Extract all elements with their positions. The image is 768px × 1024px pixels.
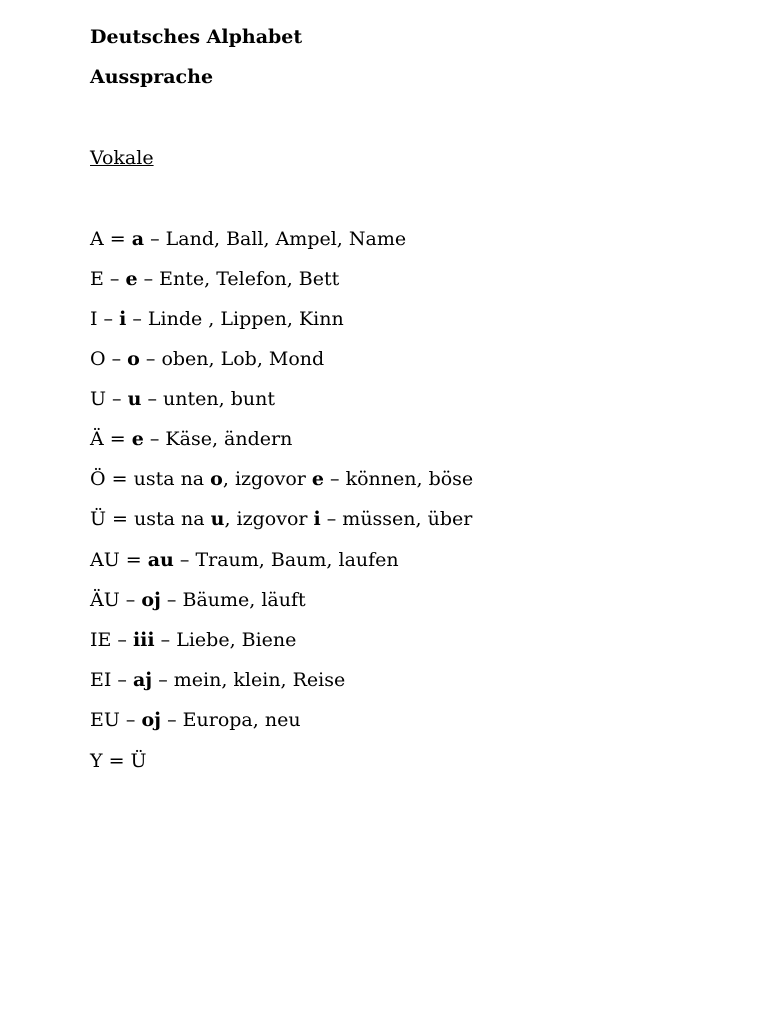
vowel-letter: A	[90, 228, 104, 250]
vowel-sound: a	[131, 228, 145, 250]
separator: –	[141, 388, 164, 410]
separator: =	[103, 428, 132, 450]
separator: –	[97, 308, 120, 330]
separator: –	[154, 629, 177, 651]
separator: –	[139, 348, 162, 370]
vowel-letter: Ä	[90, 428, 104, 450]
vowel-line-o	[90, 347, 324, 371]
umlaut-prefix: Ö = usta na	[90, 468, 211, 490]
mouth-shape: u	[210, 508, 225, 530]
vowel-sound: i	[119, 308, 127, 330]
separator: –	[173, 549, 196, 571]
vowel-line-a-umlaut	[90, 427, 292, 451]
vowel-examples: Europa, neu	[182, 709, 301, 731]
separator: –	[105, 348, 128, 370]
vowel-examples: Liebe, Biene	[176, 629, 297, 651]
vowel-letter: U	[90, 388, 107, 410]
document-title: Deutsches Alphabet	[90, 26, 303, 48]
separator: –	[143, 428, 166, 450]
document-subtitle: Aussprache	[90, 66, 214, 88]
separator: –	[106, 388, 128, 410]
vowel-letter: ÄU	[90, 589, 120, 611]
separator: =	[119, 549, 148, 571]
vowel-sound: e	[131, 428, 144, 450]
vowel-sound: oj	[141, 589, 161, 611]
separator: –	[119, 709, 142, 731]
vowel-sound: aj	[132, 669, 153, 691]
umlaut-mid: , izgovor	[224, 508, 314, 530]
vowel-line-u	[90, 387, 275, 411]
umlaut-suffix: – können, böse	[324, 468, 474, 490]
vowel-line-y: Y = Ü	[90, 750, 147, 772]
umlaut-mid: , izgovor	[222, 468, 312, 490]
vowel-sound: e	[311, 468, 325, 490]
vowel-letter: O	[90, 348, 106, 370]
separator: –	[126, 308, 148, 330]
vowel-sound: iii	[132, 629, 155, 651]
vowel-letter: AU	[90, 549, 120, 571]
vowel-sound: oj	[141, 709, 162, 731]
umlaut-prefix: Ü = usta na	[90, 508, 211, 530]
separator: –	[161, 709, 183, 731]
vowel-sound: u	[127, 388, 142, 410]
vowel-sound: e	[125, 268, 138, 290]
separator: –	[160, 589, 183, 611]
vowel-line-ei	[90, 668, 345, 692]
vowel-line-ie	[90, 628, 296, 652]
vowel-letter: EI	[90, 669, 112, 691]
vowel-sound: o	[127, 348, 140, 370]
vowel-sound: au	[147, 549, 174, 571]
section-heading-vokale: Vokale	[90, 147, 154, 169]
vowel-sound: i	[313, 508, 321, 530]
vowel-line-aeu	[90, 588, 306, 612]
vowel-letter: EU	[90, 709, 120, 731]
separator: –	[103, 268, 126, 290]
vowel-examples: Traum, Baum, laufen	[195, 549, 399, 571]
mouth-shape: o	[210, 468, 223, 490]
vowel-examples: Ente, Telefon, Bett	[159, 268, 340, 290]
separator: –	[119, 589, 142, 611]
vowel-letter: E	[90, 268, 104, 290]
vowel-letter: I	[90, 308, 98, 330]
vowel-line-i	[90, 307, 344, 331]
vowel-examples: Linde , Lippen, Kinn	[147, 308, 344, 330]
separator: =	[103, 228, 132, 250]
separator: –	[152, 669, 174, 691]
separator: –	[111, 669, 133, 691]
vowel-line-o-umlaut	[90, 467, 473, 491]
separator: –	[137, 268, 160, 290]
vowel-examples: Land, Ball, Ampel, Name	[165, 228, 407, 250]
vowel-letter: IE	[90, 629, 112, 651]
vowel-line-eu	[90, 708, 301, 732]
vowel-examples: unten, bunt	[163, 388, 275, 410]
separator: –	[144, 228, 166, 250]
separator: –	[111, 629, 133, 651]
umlaut-suffix: – müssen, über	[320, 508, 473, 530]
vowel-line-u-umlaut	[90, 507, 472, 531]
vowel-examples: oben, Lob, Mond	[161, 348, 325, 370]
vowel-examples: mein, klein, Reise	[173, 669, 346, 691]
vowel-line-au	[90, 548, 399, 572]
vowel-examples: Käse, ändern	[165, 428, 293, 450]
vowel-line-e	[90, 267, 339, 291]
vowel-line-a	[90, 227, 406, 251]
vowel-examples: Bäume, läuft	[182, 589, 306, 611]
